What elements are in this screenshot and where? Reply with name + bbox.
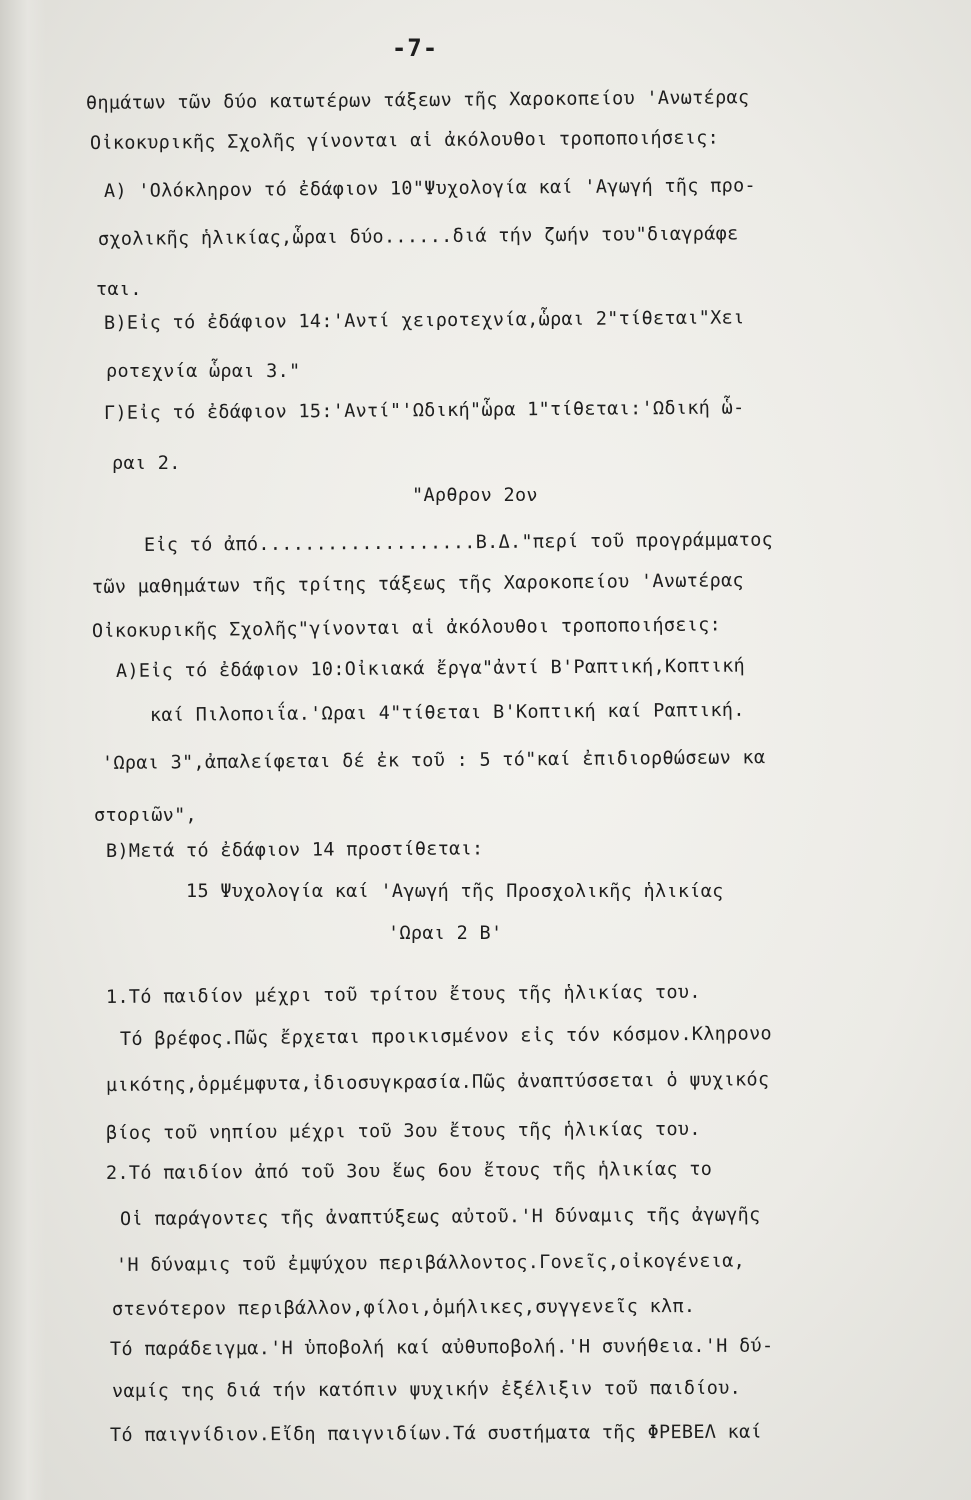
text-line: Γ)Εἰς τό ἐδάφιον 15:'Αντί"'Ωδική"ὧρα 1"τίθεται:'Ωδική ὧ-: [103, 397, 745, 424]
text-line: Οἱ παράγοντες τῆς ἀναπτύξεως αὐτοῦ.'Η δύναμις τῆς ἀγωγῆς: [119, 1204, 761, 1230]
text-line: 'Ωραι 3",ἀπαλείφεται δέ ἐκ τοῦ : 5 τό"καί ἐπιδιορθώσεων κα: [101, 747, 766, 774]
text-line: ται.: [96, 279, 142, 300]
text-line: ραι 2.: [112, 453, 181, 474]
page-number: -7-: [391, 34, 439, 62]
article-heading: "Αρθρον 2ον: [412, 485, 538, 506]
text-line: 'Η δύναμις τοῦ ἐμψύχου περιβάλλοντος.Γονεῖς,οἰκογένεια,: [115, 1250, 746, 1276]
text-line: Α) 'Ολόκληρον τό ἐδάφιον 10"Ψυχολογία καί 'Αγωγή τῆς προ-: [103, 175, 757, 202]
text-line: στενότερον περιβάλλον,φίλοι,ὁμήλικες,συγγενεῖς κλπ.: [111, 1295, 696, 1320]
text-line: Τό παράδειγμα.'Η ὑποβολή καί αὐθυποβολή.'Η συνήθεια.'Η δύ-: [109, 1335, 774, 1360]
text-line: Β)Μετά τό ἐδάφιον 14 προστίθεται:: [105, 838, 484, 862]
subject-heading: 15 Ψυχολογία καί 'Αγωγή τῆς Προσχολικῆς ἡλικίας: [186, 881, 724, 902]
text-line: Οἰκοκυρικῆς Σχολῆς"γίνονται αἱ ἀκόλουθοι τροποποιήσεις:: [91, 614, 722, 642]
text-line: Εἰς τό ἀπό...................Β.Δ."περί τοῦ προγράμματος: [143, 529, 774, 556]
text-line: σχολικῆς ἡλικίας,ὧραι δύο......διά τήν ζωήν του"διαγράφε: [97, 223, 739, 250]
text-line: καί Πιλοποιΐα.'Ωραι 4"τίθεται Β'Κοπτική καί Ραπτική.: [149, 699, 745, 726]
text-line: ροτεχνία ὧραι 3.": [106, 361, 301, 382]
text-line: μικότης,ὁρμέμφυτα,ἰδιοσυγκρασία.Πῶς ἀναπτύσσεται ὁ ψυχικός: [105, 1069, 770, 1096]
binding-shadow: [0, 0, 46, 1500]
text-line: Οἰκοκυρικῆς Σχολῆς γίνονται αἱ ἀκόλουθοι τροποποιήσεις:: [89, 127, 720, 154]
subject-hours: 'Ωραι 2 Β': [388, 923, 503, 944]
text-line: 2.Τό παιδίον ἀπό τοῦ 3ου ἕως 6ου ἔτους τῆς ἡλικίας το: [105, 1158, 713, 1184]
text-line: ναμίς της διά τήν κατόπιν ψυχικήν ἐξέλιξιν τοῦ παιδίου.: [111, 1377, 742, 1402]
text-line: τῶν μαθημάτων τῆς τρίτης τάξεως τῆς Χαροκοπείου 'Ανωτέρας: [91, 570, 745, 598]
text-line: Τό παιγνίδιον.Εἴδη παιγνιδίων.Τά συστήματα τῆς ΦΡΕΒΕΛ καί: [109, 1421, 763, 1446]
text-line: θημάτων τῶν δύο κατωτέρων τάξεων τῆς Χαροκοπείου 'Ανωτέρας: [85, 87, 750, 114]
text-line: 1.Τό παιδίον μέχρι τοῦ τρίτου ἔτους τῆς ἡλικίας του.: [105, 981, 701, 1008]
text-line: Β)Εἰς τό ἐδάφιον 14:'Αντί χειροτεχνία,ὧραι 2"τίθεται"Χει: [103, 307, 745, 334]
text-line: στοριῶν",: [94, 805, 197, 826]
text-line: βίος τοῦ νηπίου μέχρι τοῦ 3ου ἔτους τῆς ἡλικίας του.: [105, 1118, 701, 1144]
text-line: Α)Εἰς τό ἐδάφιον 10:Οἰκιακά ἔργα"ἀντί Β'Ραπτική,Κοπτική: [115, 655, 746, 682]
text-line: Τό βρέφος.Πῶς ἔρχεται προικισμένον εἰς τόν κόσμον.Κληρονο: [119, 1023, 773, 1050]
